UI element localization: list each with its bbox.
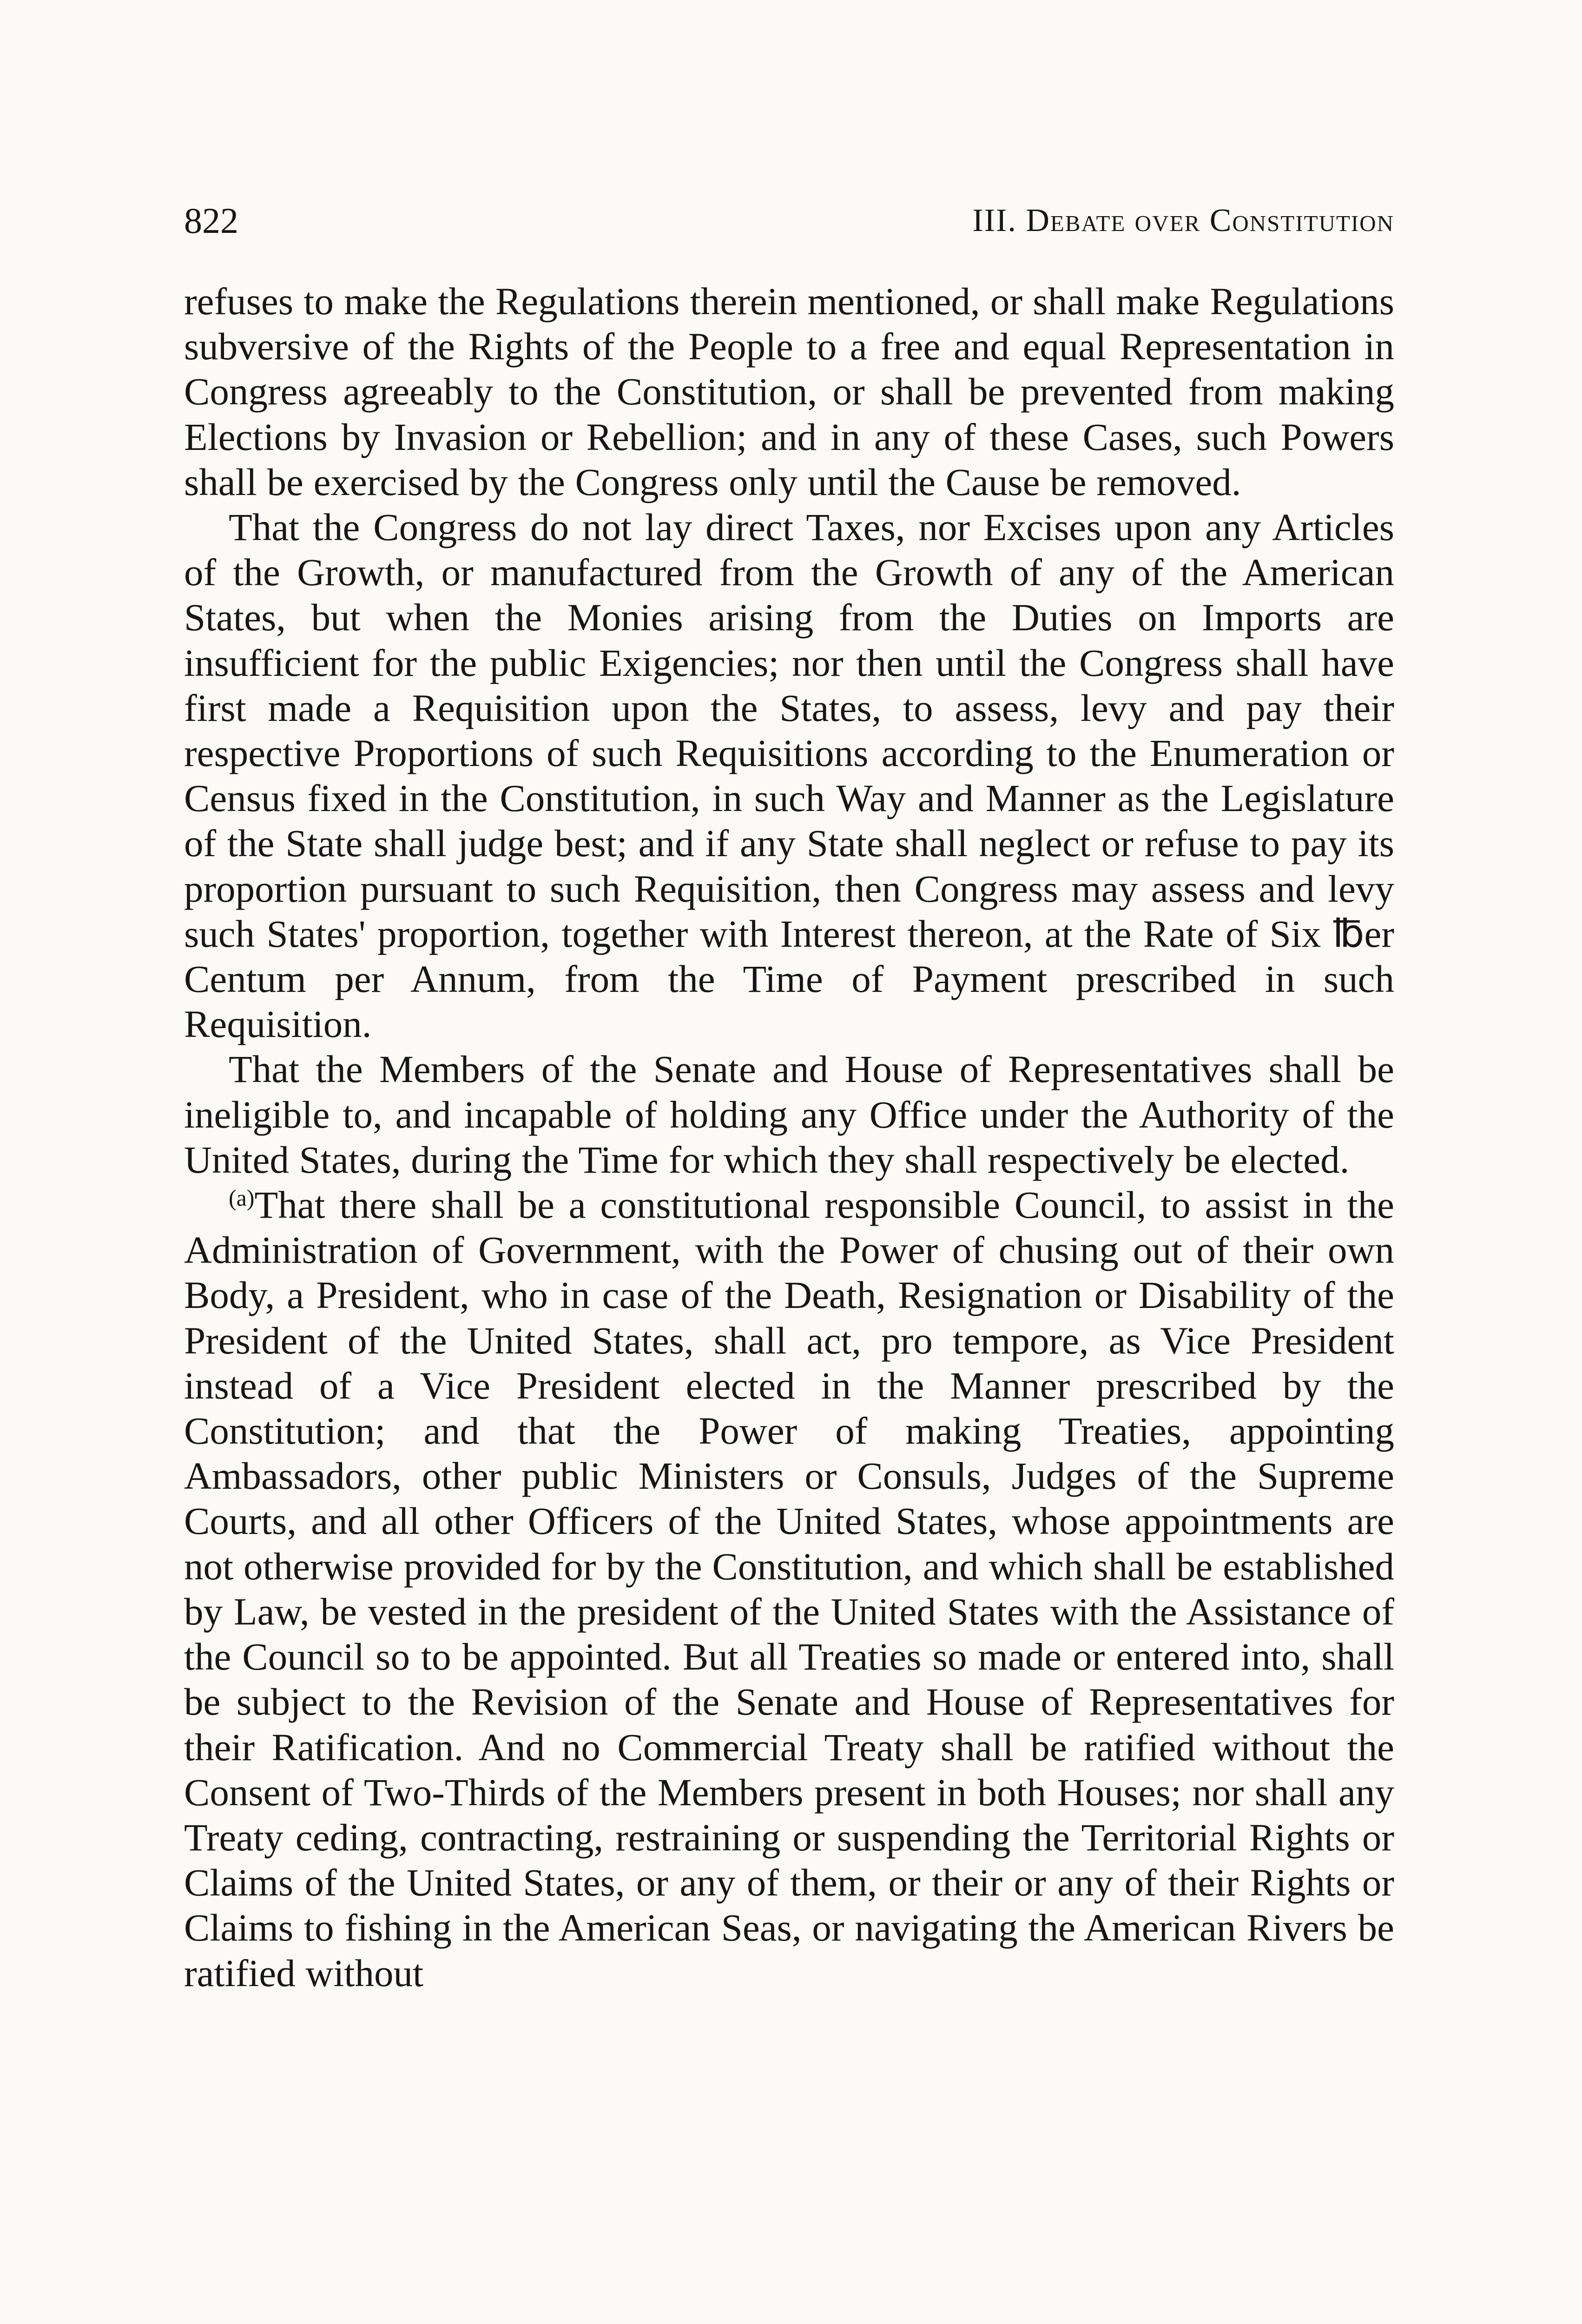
section-title: III. Debate over Constitution bbox=[972, 203, 1394, 238]
page-number: 822 bbox=[184, 200, 238, 241]
paragraph-text: refuses to make the Regulations therein mentioned, or shall make Regulations subversive of the Rights of the People to a free and equal Representation in Congress agreeably to the Constitution, or shall be prevented from making Elections by Invasion or Rebellion; and in any of these Cases, such Powers shall be exercised by the Congress only until the Cause be removed. bbox=[184, 280, 1394, 503]
paragraph bbox=[184, 1047, 1394, 1182]
body-text bbox=[184, 279, 1394, 1996]
paragraph-text: That the Members of the Senate and House of Representatives shall be ineligible to, and incapable of holding any Office under the Authority of the United States, during the Time for which they shall respectively be elected. bbox=[184, 1048, 1394, 1181]
paragraph bbox=[184, 279, 1394, 505]
paragraph bbox=[184, 505, 1394, 1047]
paragraph-text: That the Congress do not lay direct Taxes, nor Excises upon any Articles of the Growth, or manufactured from the Growth of any of the American States, but when the Monies arising from the Duties on Imports are insufficient for the public Exigencies; nor then until the Congress shall have first made a Requisition upon the States, to assess, levy and pay their respective Proportions of such Requisitions according to the Enumeration or Census fixed in the Constitution, in such Way and Manner as the Legislature of the State shall judge best; and if any State shall neglect or refuse to pay its proportion pursuant to such Requisition, then Congress may assess and levy such States' proportion, together with Interest thereon, at the Rate of Six ℔er Centum per Annum, from the Time of Payment prescribed in such Requisition. bbox=[184, 506, 1394, 1046]
paragraph-text: That there shall be a constitutional responsible Council, to assist in the Administration of Government, with the Power of chusing out of their own Body, a President, who in case of the Death, Resignation or Disability of the President of the United States, shall act, pro tempore, as Vice President instead of a Vice President elected in the Manner prescribed by the Constitution; and that the Power of making Treaties, appointing Ambassadors, other public Ministers or Consuls, Judges of the Supreme Courts, and all other Officers of the United States, whose appointments are not otherwise provided for by the Constitution, and which shall be established by Law, be vested in the president of the United States with the Assistance of the Council so to be appointed. But all Treaties so made or entered into, shall be subject to the Revision of the Senate and House of Representatives for their Ratification. And no Commercial Treaty shall be ratified without the Consent of Two-Thirds of the Members present in both Houses; nor shall any Treaty ceding, contracting, restraining or suspending the Territorial Rights or Claims of the United States, or any of them, or their or any of their Rights or Claims to fishing in the American Seas, or navigating the American Rivers be ratified without bbox=[184, 1183, 1394, 1994]
running-head bbox=[184, 195, 1394, 246]
footnote-mark: (a) bbox=[229, 1185, 255, 1211]
paragraph bbox=[184, 1182, 1394, 1996]
